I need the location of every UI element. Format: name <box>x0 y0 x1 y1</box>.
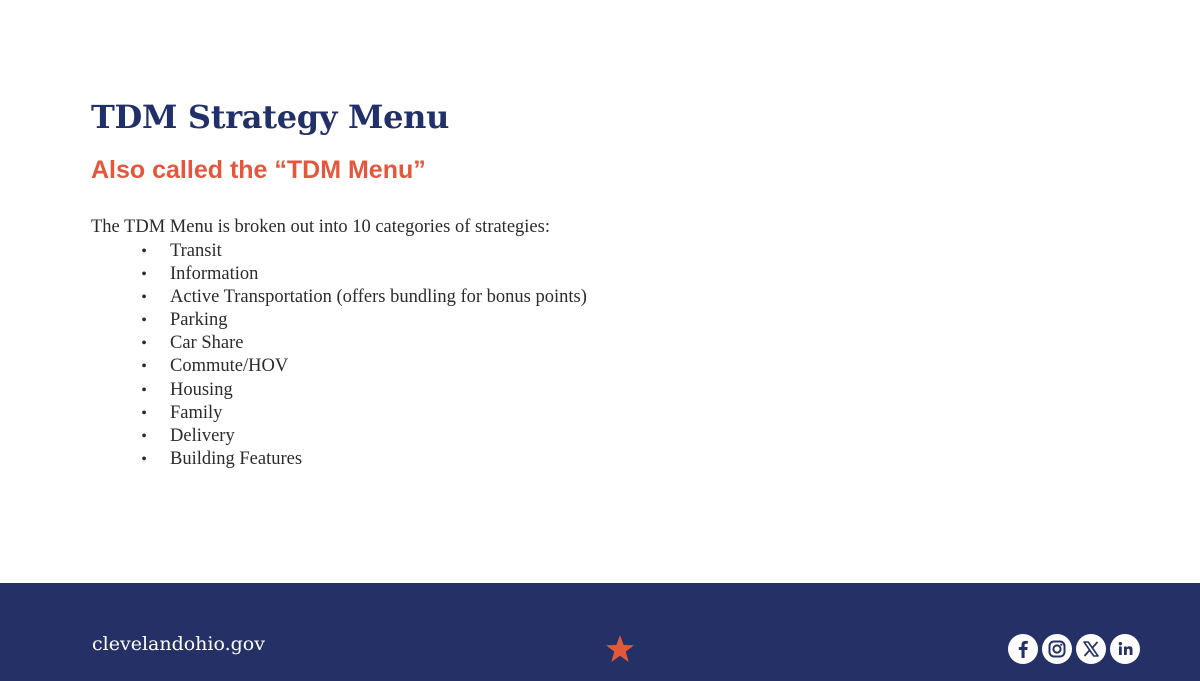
social-links <box>1008 634 1140 664</box>
linkedin-icon[interactable] <box>1110 634 1140 664</box>
category-label: Information <box>170 264 259 285</box>
instagram-icon[interactable] <box>1042 634 1072 664</box>
category-label: Commute/HOV <box>170 356 289 377</box>
bullet-icon: • <box>141 427 147 445</box>
category-label: Parking <box>170 310 228 331</box>
bullet-icon: • <box>141 381 147 399</box>
star-icon <box>604 633 636 665</box>
category-label: Active Transportation (offers bundling for bonus points) <box>170 287 587 308</box>
bullet-icon: • <box>141 266 147 284</box>
footer-bar <box>0 583 1200 681</box>
category-label: Delivery <box>170 425 235 446</box>
category-label: Housing <box>170 379 233 400</box>
bullet-icon: • <box>141 335 147 353</box>
bullet-icon: • <box>141 312 147 330</box>
bullet-icon: • <box>141 404 147 422</box>
intro-text: The TDM Menu is broken out into 10 categories of strategies: <box>91 217 550 237</box>
category-label: Transit <box>170 241 222 261</box>
bullet-icon: • <box>141 289 147 307</box>
slide-subtitle: Also called the “TDM Menu” <box>91 156 426 184</box>
website-url[interactable]: clevelandohio.gov <box>92 633 265 655</box>
bullet-icon: • <box>141 358 147 376</box>
slide-title: TDM Strategy Menu <box>91 98 450 136</box>
bullet-icon: • <box>141 243 147 260</box>
facebook-icon[interactable] <box>1008 634 1038 664</box>
category-label: Building Features <box>170 448 303 469</box>
category-label: Family <box>170 402 223 423</box>
bullet-icon: • <box>141 450 147 468</box>
x-icon[interactable] <box>1076 634 1106 664</box>
category-label: Car Share <box>170 333 244 354</box>
